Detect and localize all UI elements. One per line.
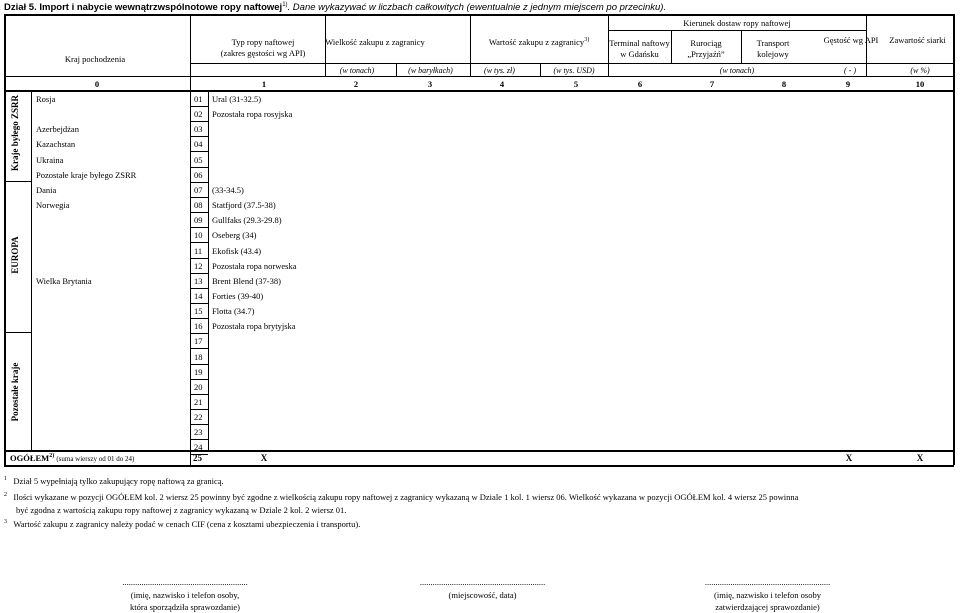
section-title: Dział 5. Import i nabycie wewnątrzwspólnotowe ropy naftowej (4, 2, 283, 14)
column-number-5: 5 (573, 79, 579, 89)
row-number: 24 (194, 442, 203, 453)
table-row (0, 153, 960, 168)
row-country: Wielka Brytania (36, 275, 92, 286)
row-number: 15 (194, 306, 203, 317)
table-row (0, 395, 960, 410)
header-purchase-value-footnote-mark: 3) (584, 37, 590, 44)
column-number-10: 10 (915, 79, 925, 89)
table-row (0, 365, 960, 380)
row-oil-type: Flotta (34.7) (212, 306, 255, 317)
header-purchase-value (470, 37, 608, 48)
footnote-2-line2: być zgodna z wartością zakupu ropy naftowej z zagranicy wykazaną w Dziale 2 kol. 2 wiersz 01. (16, 505, 347, 515)
signature-approver-dots: ........................................................... (704, 577, 831, 587)
section-instruction: . Dane wykazywać w liczbach całkowitych (ewentualnie z jednym miejscem po przecinku). (287, 2, 667, 14)
header-terminal (608, 38, 671, 59)
row-oil-type: Oseberg (34) (212, 230, 257, 241)
row-oil-type: Ural (31-32.5) (212, 94, 262, 104)
row-oil-type: Brent Blend (37-38) (212, 275, 281, 286)
unit-direction-tonnes: (w tonach) (719, 66, 755, 75)
signature-approver-line2: zatwierdzającej sprawozdanie) (715, 601, 820, 612)
header-api-density: Gęstość wg API (823, 35, 879, 45)
signature-preparer-dots: ........................................................... (122, 577, 248, 587)
row-number: 07 (194, 184, 203, 195)
row-number: 03 (194, 124, 203, 135)
table-row (0, 380, 960, 395)
row-oil-type: Pozostała ropa brytyjska (212, 321, 296, 332)
footnote-3-text: Wartość zakupu z zagranicy należy podać w cenach CIF (cena z kosztami ubezpieczenia i transportu). (13, 519, 361, 529)
column-number-6: 6 (637, 79, 643, 89)
header-direction-group: Kierunek dostaw ropy naftowej (683, 18, 791, 28)
header-purchase-volume: Wielkość zakupu z zagranicy (325, 37, 425, 47)
row-number: 14 (194, 290, 203, 301)
table-row (0, 183, 960, 198)
column-number-7: 7 (709, 79, 715, 89)
group-other-countries: Pozostałe kraje (10, 362, 20, 422)
column-number-8: 8 (781, 79, 787, 89)
row-number: 12 (194, 260, 203, 271)
header-oil-type-label: Typ ropy naftowej (231, 37, 295, 47)
signature-approver (660, 577, 875, 613)
row-oil-type: (33-34.5) (212, 184, 244, 195)
table-row (0, 137, 960, 152)
signature-preparer (80, 577, 290, 613)
row-oil-type: Ekofisk (43.4) (212, 245, 262, 256)
row-country: Ukraina (36, 154, 64, 165)
row-country: Rosja (36, 94, 56, 104)
table-row (0, 198, 960, 213)
section-title-footnote-mark: 1) (282, 2, 288, 8)
table-row (0, 259, 960, 274)
table-row (0, 304, 960, 319)
total-label-text: OGÓŁEM (10, 453, 50, 463)
header-sulphur: Zawartość siarki (889, 35, 946, 45)
header-purchase-value-label: Wartość zakupu z zagranicy (488, 37, 585, 47)
table-row (0, 107, 960, 122)
row-oil-type: Pozostała ropa norweska (212, 260, 297, 271)
table-row (0, 410, 960, 425)
signature-place-date-dots: ........................................................... (419, 577, 546, 587)
column-number-3: 3 (427, 79, 433, 89)
row-country: Pozostałe kraje byłego ZSRR (36, 169, 137, 180)
unit-api: ( - ) (844, 66, 856, 75)
row-oil-type: Gullfaks (29.3-29.8) (212, 215, 282, 226)
table-row (0, 213, 960, 228)
row-number: 08 (194, 200, 203, 211)
column-number-0: 0 (94, 79, 100, 89)
total-mark-col10: X (916, 453, 924, 463)
row-number: 23 (194, 427, 203, 438)
header-rail (741, 38, 805, 59)
table-row (0, 92, 960, 107)
table-row (0, 440, 960, 455)
row-oil-type: Statfjord (37.5-38) (212, 200, 276, 211)
group-former-ussr: Kraje byłego ZSRR (10, 95, 20, 171)
footnote-1 (4, 476, 224, 486)
total-footnote-mark: 2) (49, 453, 55, 460)
row-number: 06 (194, 169, 203, 180)
column-number-4: 4 (499, 79, 505, 89)
total-mark-col9: X (845, 453, 853, 463)
total-sublabel: (suma wierszy od 01 do 24) (56, 455, 135, 463)
footnote-1-text: Dział 5 wypełniają tylko zakupujący ropę naftową za granicą. (13, 476, 224, 486)
row-number: 22 (194, 412, 203, 423)
row-number: 09 (194, 215, 203, 226)
row-number: 17 (194, 336, 203, 347)
section-heading (4, 2, 666, 13)
row-number: 05 (194, 154, 203, 165)
footnote-2-mark: 2 (4, 492, 7, 499)
table-row (0, 244, 960, 259)
total-row-number: 25 (193, 453, 202, 463)
footnote-1-mark: 1 (4, 476, 7, 483)
row-number: 16 (194, 321, 203, 332)
unit-thousand-pln: (w tys. zł) (484, 66, 515, 75)
header-pipeline-line1: Rurociąg (690, 38, 722, 48)
header-country-origin: Kraj pochodzenia (64, 54, 126, 64)
total-label (10, 453, 134, 463)
row-number: 10 (194, 230, 203, 241)
footnote-2-text-line1: Ilości wykazane w pozycji OGÓŁEM kol. 2 wiersz 25 powinny być zgodne z wielkością zakupu ropy naftowej z zagranicy wykazaną w Dziale 1 kol. 1 wiersz 06. Wielkość wykazana w pozycji OGÓŁEM kol. 4 wiersz 25 powinna (13, 492, 799, 502)
row-number: 01 (194, 94, 203, 104)
table-row (0, 425, 960, 440)
row-number: 21 (194, 397, 203, 407)
column-number-1: 1 (261, 79, 267, 89)
signature-preparer-line2: która sporządziła sprawozdanie) (130, 601, 240, 612)
footnote-2 (4, 492, 798, 502)
header-terminal-line2: w Gdańsku (620, 48, 659, 59)
header-pipeline (671, 38, 741, 59)
footnote-3 (4, 519, 360, 529)
table-row (0, 228, 960, 243)
row-number: 11 (194, 245, 203, 256)
row-number: 18 (194, 351, 203, 362)
unit-tonnes: (w tonach) (339, 66, 375, 75)
header-pipeline-line2: „Przyjaźń” (687, 48, 725, 59)
column-number-9: 9 (845, 79, 851, 89)
row-number: 20 (194, 381, 203, 392)
table-row (0, 334, 960, 349)
row-country: Azerbejdżan (36, 124, 79, 135)
row-country: Dania (36, 184, 57, 195)
row-number: 19 (194, 366, 203, 377)
column-number-2: 2 (353, 79, 359, 89)
signature-place-date-label: (miejscowość, data) (448, 590, 517, 601)
table-row (0, 274, 960, 289)
header-rail-line1: Transport (756, 38, 790, 48)
header-terminal-line1: Terminal naftowy (609, 38, 670, 48)
header-rail-line2: kolejowy (757, 48, 789, 59)
table-row (0, 350, 960, 365)
signature-place-date (400, 577, 565, 602)
header-oil-type-range: (zakres gęstości wg API) (220, 47, 306, 58)
row-number: 04 (194, 139, 203, 150)
signature-approver-line1: (imię, nazwisko i telefon osoby (714, 590, 821, 601)
table-row (0, 122, 960, 137)
row-oil-type: Forties (39-40) (212, 290, 264, 301)
row-number: 02 (194, 109, 203, 120)
row-oil-type: Pozostała ropa rosyjska (212, 109, 293, 120)
group-europe: EUROPA (10, 236, 20, 274)
row-country: Kazachstan (36, 139, 76, 150)
table-row (0, 319, 960, 334)
unit-barrels: (w baryłkach) (408, 66, 453, 75)
row-country: Norwegia (36, 200, 70, 211)
total-mark-col1: X (260, 453, 268, 463)
signature-preparer-line1: (imię, nazwisko i telefon osoby, (130, 590, 240, 601)
footnote-3-mark: 3 (4, 519, 7, 526)
unit-percent: (w %) (910, 66, 930, 75)
table-row (0, 168, 960, 183)
unit-thousand-usd: (w tys. USD) (553, 66, 595, 75)
row-number: 13 (194, 275, 203, 286)
table-row (0, 289, 960, 304)
header-oil-type (198, 37, 328, 58)
